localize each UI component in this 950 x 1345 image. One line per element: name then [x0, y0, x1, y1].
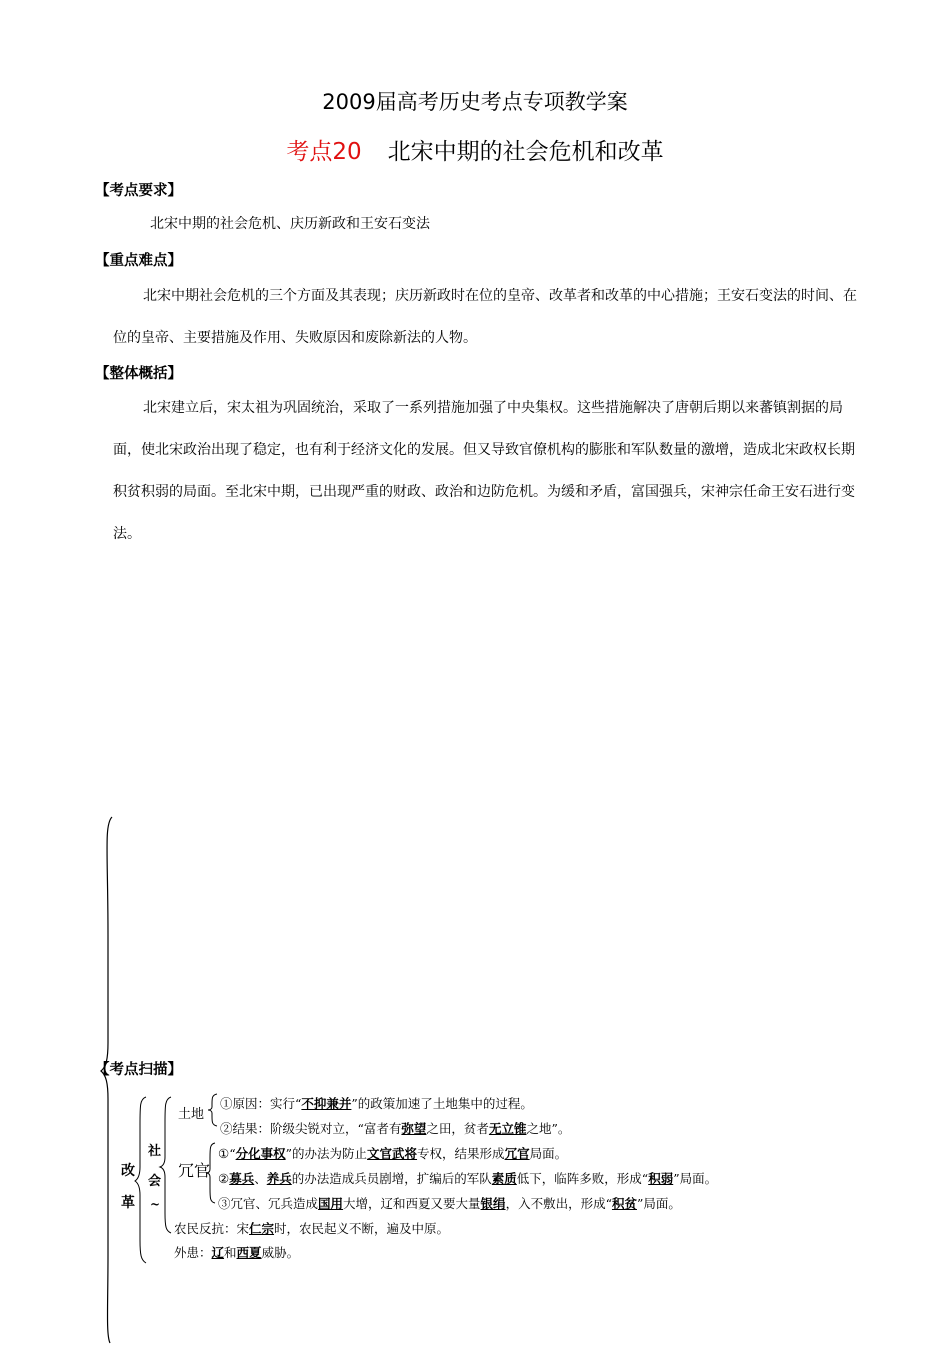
outline-root-char-2: 革	[121, 1195, 135, 1211]
r3-g: ”局面。	[636, 1196, 681, 1211]
overview-text: 北宋建立后，宋太祖为巩固统治，采取了一系列措施加强了中央集权。这些措施解决了唐朝后期以来蕃镇割据的局面，使北宋政治出现了稳定，也有利于经济文化的发展。但又导致官僚机构的膨胀和军队数量的激增，造成北宋政权长期积贫积弱的局面。至北宋中期，已出现严重的财政、政治和边防危机。为缓和矛盾，富国强兵，宋神宗任命王安石进行变法。	[113, 400, 855, 542]
land-result-text-c: 之田，贫者	[426, 1121, 489, 1136]
requirements-text: 北宋中期的社会危机、庆历新政和王安石变法	[150, 216, 430, 232]
r1-key-2: 文官武将	[367, 1146, 418, 1161]
external-a: 外患：	[174, 1245, 212, 1260]
r2-c: 、	[254, 1171, 267, 1186]
r3-c: 大增，辽和西夏又要大量	[343, 1196, 481, 1211]
peasants-a: 农民反抗：宋	[174, 1221, 250, 1236]
society-brace	[134, 1095, 148, 1265]
land-result	[220, 1119, 570, 1137]
lesson-topic: 北宋中期的社会危机和改革	[387, 139, 664, 165]
land-brace	[207, 1093, 219, 1127]
peasants-key: 仁宗	[249, 1221, 275, 1236]
key-points-text: 北宋中期社会危机的三个方面及其表现；庆历新政时在位的皇帝、改革者和改革的中心措施；王安石变法的时间、在位的皇帝、主要措施及作用、失败原因和废除新法的人物。	[113, 288, 857, 346]
external-key-2: 西夏	[236, 1245, 262, 1260]
external-threats	[174, 1243, 299, 1261]
r3-key-3: 积贫	[611, 1196, 637, 1211]
r2-key-2: 养兵	[266, 1171, 292, 1186]
redundant-brace	[205, 1142, 217, 1204]
r2-e: 的办法造成兵员剧增，扩编后的军队	[291, 1171, 492, 1186]
outline-root-char-1: 改	[121, 1163, 135, 1179]
land-cause-key: 不抑兼并	[301, 1096, 352, 1111]
redundant-line-3	[218, 1194, 681, 1212]
r3-a: ③冗官、冗兵造成	[218, 1196, 319, 1211]
large-brace	[100, 815, 120, 1345]
lesson-title	[0, 133, 950, 166]
r1-e: 专权，结果形成	[417, 1146, 505, 1161]
land-cause	[220, 1094, 533, 1112]
society-char-1: 社	[148, 1144, 162, 1159]
external-e: 威胁。	[261, 1245, 300, 1260]
r1-c: ”的办法为防止	[285, 1146, 368, 1161]
land-result-text-e: 之地”。	[526, 1121, 571, 1136]
r2-i: ”局面。	[673, 1171, 718, 1186]
land-result-text-a: ②结果：阶级尖锐对立，“富者有	[220, 1121, 402, 1136]
r3-e: ，入不敷出，形成“	[505, 1196, 612, 1211]
land-cause-text-c: ”的政策加速了土地集中的过程。	[351, 1096, 533, 1111]
external-key-1: 辽	[211, 1245, 225, 1260]
lesson-number: 考点20	[286, 139, 362, 165]
peasant-revolts	[174, 1219, 449, 1237]
r2-key-3: 素质	[491, 1171, 517, 1186]
section-heading-scan: 【考点扫描】	[95, 1062, 182, 1078]
r2-key-4: 积弱	[648, 1171, 674, 1186]
r3-key-2: 银绢	[480, 1196, 506, 1211]
section-heading-requirements: 【考点要求】	[95, 183, 182, 199]
land-label: 土地	[178, 1107, 205, 1122]
r1-a: ①“	[218, 1146, 236, 1161]
r1-g: 局面。	[529, 1146, 568, 1161]
section-heading-overview: 【整体概括】	[95, 366, 182, 382]
page-title: 2009届高考历史考点专项教学案	[322, 90, 628, 114]
peasants-c: 时，农民起义不断，遍及中原。	[274, 1221, 450, 1236]
society-sub-brace	[159, 1095, 173, 1235]
r1-key-1: 分化事权	[235, 1146, 286, 1161]
land-result-key-1: 弥望	[401, 1121, 427, 1136]
r2-a: ②	[218, 1171, 230, 1186]
r2-key-1: 募兵	[229, 1171, 255, 1186]
society-char-2: 会	[148, 1174, 162, 1189]
r1-key-3: 冗官	[504, 1146, 530, 1161]
r3-key-1: 国用	[318, 1196, 344, 1211]
society-char-3: ~	[150, 1197, 161, 1211]
external-c: 和	[224, 1245, 237, 1260]
redundant-line-1	[218, 1144, 567, 1162]
r2-g: 低下，临阵多败，形成“	[516, 1171, 649, 1186]
section-heading-key-points: 【重点难点】	[95, 253, 182, 269]
redundant-line-2	[218, 1169, 717, 1187]
land-result-key-2: 无立锥	[488, 1121, 527, 1136]
redundant-label: 冗官	[178, 1161, 211, 1180]
land-cause-text-a: ①原因：实行“	[220, 1096, 302, 1111]
